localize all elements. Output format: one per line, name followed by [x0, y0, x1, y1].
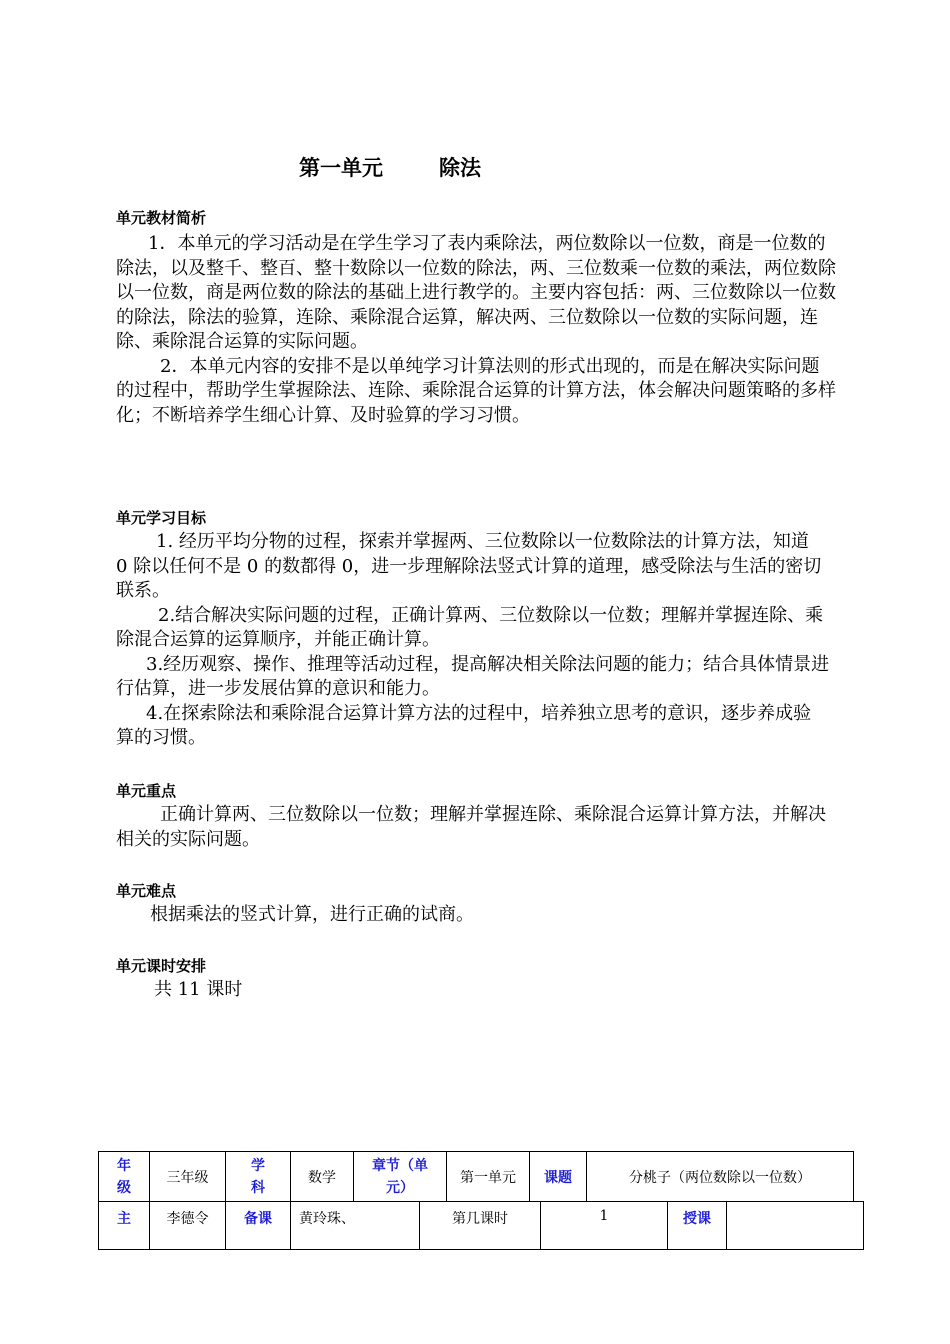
analysis-body	[116, 232, 836, 428]
key-body	[116, 803, 836, 852]
chapter-label: 章节（单元）	[354, 1152, 447, 1202]
analysis-p1: 1．本单元的学习活动是在学生学习了表内乘除法，两位数除以一位数，商是一位数的除法，以及整千、整百、整十数除以一位数的除法，两、三位数乘一位数的乘法，两位数除以一位数，商是两位数的除法的基础上进行教学的。主要内容包括：两、三位数除以一位数的除法，除法的验算，连除、乘除混合运算，解决两、三位数除以一位数的实际问题，连除、乘除混合运算的实际问题。	[116, 233, 836, 352]
chapter-value: 第一单元	[447, 1152, 530, 1202]
period-label: 第几课时	[420, 1202, 541, 1250]
topic-label: 课题	[530, 1152, 587, 1202]
period-value: 1	[541, 1202, 668, 1250]
schedule-body	[116, 978, 836, 1003]
heading-difficulty: 单元难点	[116, 882, 177, 900]
heading-analysis: 单元教材简析	[116, 209, 207, 227]
subject-value: 数学	[291, 1152, 354, 1202]
goal-4: 4.在探索除法和乘除混合运算计算方法的过程中，培养独立思考的意识，逐步养成验算的习惯。	[116, 702, 812, 748]
goals-body	[116, 530, 830, 751]
goal-2: 2.结合解决实际问题的过程，正确计算两、三位数除以一位数；理解并掌握连除、乘除混合运算的运算顺序，并能正确计算。	[116, 604, 824, 650]
prep-value: 黄玲珠、	[291, 1202, 420, 1250]
lesson-info-table-row2	[98, 1201, 864, 1250]
lesson-info-table	[98, 1151, 854, 1202]
heading-schedule: 单元课时安排	[116, 957, 207, 975]
title-unit: 第一单元	[299, 156, 383, 180]
analysis-p2: 2．本单元内容的安排不是以单纯学习计算法则的形式出现的，而是在解决实际问题的过程中，帮助学生掌握除法、连除、乘除混合运算的计算方法，体会解决问题策略的多样化；不断培养学生细心计算、及时验算的学习习惯。	[116, 355, 836, 426]
main-label: 主	[99, 1202, 150, 1250]
key-text: 正确计算两、三位数除以一位数；理解并掌握连除、乘除混合运算计算方法，并解决相关的实际问题。	[116, 804, 826, 850]
teach-label: 授课	[668, 1202, 727, 1250]
heading-goals: 单元学习目标	[116, 509, 207, 527]
table-row	[99, 1152, 854, 1202]
table-row	[99, 1202, 864, 1250]
teach-value	[727, 1202, 864, 1250]
grade-label: 年级	[99, 1152, 150, 1202]
goal-1: 1. 经历平均分物的过程，探索并掌握两、三位数除以一位数除法的计算方法，知道 0 除以任何不是 0 的数都得 0，进一步理解除法竖式计算的道理，感受除法与生活的密切联系。	[116, 531, 822, 601]
difficulty-text: 根据乘法的竖式计算，进行正确的试商。	[150, 904, 474, 925]
main-value: 李德令	[150, 1202, 226, 1250]
schedule-text: 共 11 课时	[154, 979, 243, 1000]
page-title	[0, 152, 780, 182]
heading-key: 单元重点	[116, 782, 177, 800]
subject-label: 学科	[226, 1152, 291, 1202]
title-topic: 除法	[439, 156, 481, 180]
grade-value: 三年级	[150, 1152, 226, 1202]
goal-3: 3.经历观察、操作、推理等活动过程，提高解决相关除法问题的能力；结合具体情景进行估算，进一步发展估算的意识和能力。	[116, 653, 830, 699]
prep-label: 备课	[226, 1202, 291, 1250]
topic-value: 分桃子（两位数除以一位数）	[587, 1152, 854, 1202]
difficulty-body	[116, 903, 836, 928]
